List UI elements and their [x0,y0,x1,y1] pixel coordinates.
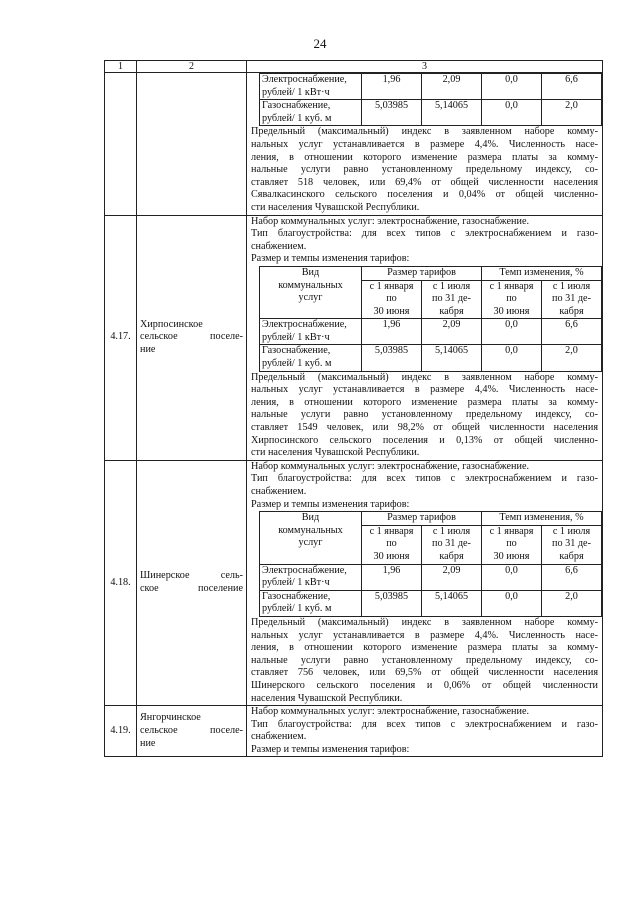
period-header: с 1 января по 30 июня [361,280,421,319]
rate-header: Темп изменения, % [482,512,602,526]
tariff-value: 5,14065 [422,100,482,126]
tariff-row-gas: Газоснабжение, рублей/ 1 куб. м 5,03985 5,14065 0,0 2,0 [260,100,602,126]
rates-heading: Размер и темпы изменения тарифов: [251,743,410,755]
tariff-row-gas: Газоснабжение, рублей/ 1 куб. м 5,03985 5,14065 0,0 2,0 [259,345,601,371]
service-name: Электроснабжение, [262,74,347,85]
rate-value: 0,0 [482,100,542,126]
tariff-row-elec: Электроснабжение, рублей/ 1 кВт·ч 1,96 2,09 0,0 6,6 [260,74,602,100]
services-set: Набор коммунальных услуг: электроснабжение, газоснабжение. [251,460,530,472]
service-type-header: Вид коммунальных услуг [259,512,361,564]
period-header: с 1 января по 30 июня [482,525,542,564]
limit-index-text: Предельный (максимальный) индекс в заявленном наборе комму- нальных услуг устанавливается в размере 4,4%. Численность насе- ления, в отношении которого изменение размера платы за комму- нальные услуги равно установленному предельному индексу, со- ставляет 756 человек, или 69,5% от общей численности населения Шинерского сельского поселения и 0,06% от общей численности населения Чувашской Республики. [251,616,598,704]
row-number: 4.17. [105,215,137,460]
settlements-table [104,60,603,757]
tariff-row-elec: Электроснабжение, рублей/ 1 кВт·ч 1,96 2,09 0,0 6,6 [259,564,601,590]
settlement-name: Шинерское сель- ское поселение [137,460,247,705]
services-set: Набор коммунальных услуг: электроснабжение, газоснабжение. [251,706,530,718]
period-header: с 1 января по 30 июня [482,280,542,319]
services-set: Набор коммунальных услуг: электроснабжение, газоснабжение. [251,215,530,227]
header-row [105,61,603,73]
tariff-row-elec: Электроснабжение, рублей/ 1 кВт·ч 1,96 2,09 0,0 6,6 [259,319,601,345]
settlement-name: Янгорчинское сельское поселе- ние [137,706,247,757]
amenity-type: Тип благоустройства: для всех типов с электроснабжением и газо- [251,718,598,730]
amenity-type: Тип благоустройства: для всех типов с электроснабжением и газо- [251,473,598,485]
row-number: 4.19. [105,706,137,757]
header-col-2: 2 [137,61,247,73]
period-header: с 1 июля по 31 де- кабря [421,525,481,564]
tariff-value: 1,96 [362,74,422,100]
settlement-row-4-17: 4.17. Хирпосинское сельское поселе- ние Набор коммунальных услуг: электроснабжение, газоснабжение. Тип благоустройства: для всех типов с электроснабжением и газо- снабжением. Размер и темпы изменения тарифов: Вид коммунальных услуг Размер тарифов Темп изменения, % с 1 января по 30 июня с 1 июля по 31 де- кабря с 1 января по 30 июня с 1 июля по 31 де- кабря Электроснабжение, рублей/ 1 кВт·ч 1,96 2,09 0,0 6,6 Газоснабжение, рублей/ 1 куб. м 5,03985 5,14065 0,0 2,0 Предельный (максимальный) индекс в заявленном наборе комму- нальных услуг устанавливается в размере 4,4%. Численность насе- ления, в отношении которого изменение размера платы за комму- нальные услуги равно установленному предельному индексу, со- ставляет 1549 человек, или 98,2% от общей численности населения Хирпосинского сельского поселения и 0,13% от общей численно- сти населения Чувашской Республики. [105,215,603,460]
settlement-name: Хирпосинское сельское поселе- ние [137,215,247,460]
rates-heading: Размер и темпы изменения тарифов: [251,253,410,265]
rate-value: 0,0 [482,74,542,100]
period-header: с 1 июля по 31 де- кабря [542,280,602,319]
settlement-row-4-18: 4.18. Шинерское сель- ское поселение Набор коммунальных услуг: электроснабжение, газоснабжение. Тип благоустройства: для всех типов с электроснабжением и газо- снабжением. Размер и темпы изменения тарифов: Вид коммунальных услуг Размер тарифов Темп изменения, % с 1 января по 30 июня с 1 июля по 31 де- кабря с 1 января по 30 июня с 1 июля по 31 де- кабря Электроснабжение, рублей/ 1 кВт·ч 1,96 2,09 0,0 6,6 Газоснабжение, рублей/ 1 куб. м 5,03985 5,14065 0,0 2,0 Предельный (максимальный) индекс в заявленном наборе комму- нальных услуг устанавливается в размере 4,4%. Численность насе- ления, в отношении которого изменение размера платы за комму- нальные услуги равно установленному предельному индексу, со- ставляет 756 человек, или 69,5% от общей численности населения Шинерского сельского поселения и 0,06% от общей численности населения Чувашской Республики. [105,460,603,705]
service-name: Газоснабжение, [262,100,331,112]
settlement-row-4-19: 4.19. Янгорчинское сельское поселе- ние Набор коммунальных услуг: электроснабжение, газоснабжение. Тип благоустройства: для всех типов с электроснабжением и газо- снабжением. Размер и темпы изменения тарифов: [105,706,603,757]
tariff-value: 5,03985 [362,100,422,126]
period-header: с 1 января по 30 июня [361,525,421,564]
page-number: 24 [313,36,327,51]
tariff-table-cont [259,73,602,126]
tariff-row-gas: Газоснабжение, рублей/ 1 куб. м 5,03985 5,14065 0,0 2,0 [259,590,601,616]
rate-value: 2,0 [542,100,602,126]
service-type-header: Вид коммунальных услуг [259,266,361,318]
rate-header: Темп изменения, % [482,266,602,280]
header-col-3: 3 [247,61,603,73]
tariff-table [259,266,602,372]
tariff-table [259,511,602,617]
header-col-1: 1 [105,61,137,73]
limit-index-text: Предельный (максимальный) индекс в заявленном наборе комму- нальных услуг устанавливается в размере 4,4%. Численность насе- ления, в отношении которого изменение размера платы за комму- нальные услуги равно установленному предельному индексу, со- ставляет 1549 человек, или 98,2% от общей численности населения Хирпосинского сельского поселения и 0,13% от общей численно- сти населения Чувашской Республики. [251,371,598,459]
tariff-value: 2,09 [422,74,482,100]
tariff-size-header: Размер тарифов [361,512,481,526]
period-header: с 1 июля по 31 де- кабря [421,280,481,319]
row-number: 4.18. [105,460,137,705]
continuation-row [105,73,603,216]
amenity-type: Тип благоустройства: для всех типов с электроснабжением и газо- [251,228,598,240]
rate-value: 6,6 [542,74,602,100]
rates-heading: Размер и темпы изменения тарифов: [251,498,410,510]
limit-index-text: Предельный (максимальный) индекс в заявленном наборе комму- нальных услуг устанавливается в размере 4,4%. Численность насе- ления, в отношении которого изменение размера платы за комму- нальные услуги равно установленному предельному индексу, со- ставляет 518 человек, или 69,4% от общей численности населения Сявалкасинского сельского поселения и 0,04% от общей численно- сти населения Чувашской Республики. [251,126,598,213]
period-header: с 1 июля по 31 де- кабря [542,525,602,564]
tariff-size-header: Размер тарифов [361,266,481,280]
